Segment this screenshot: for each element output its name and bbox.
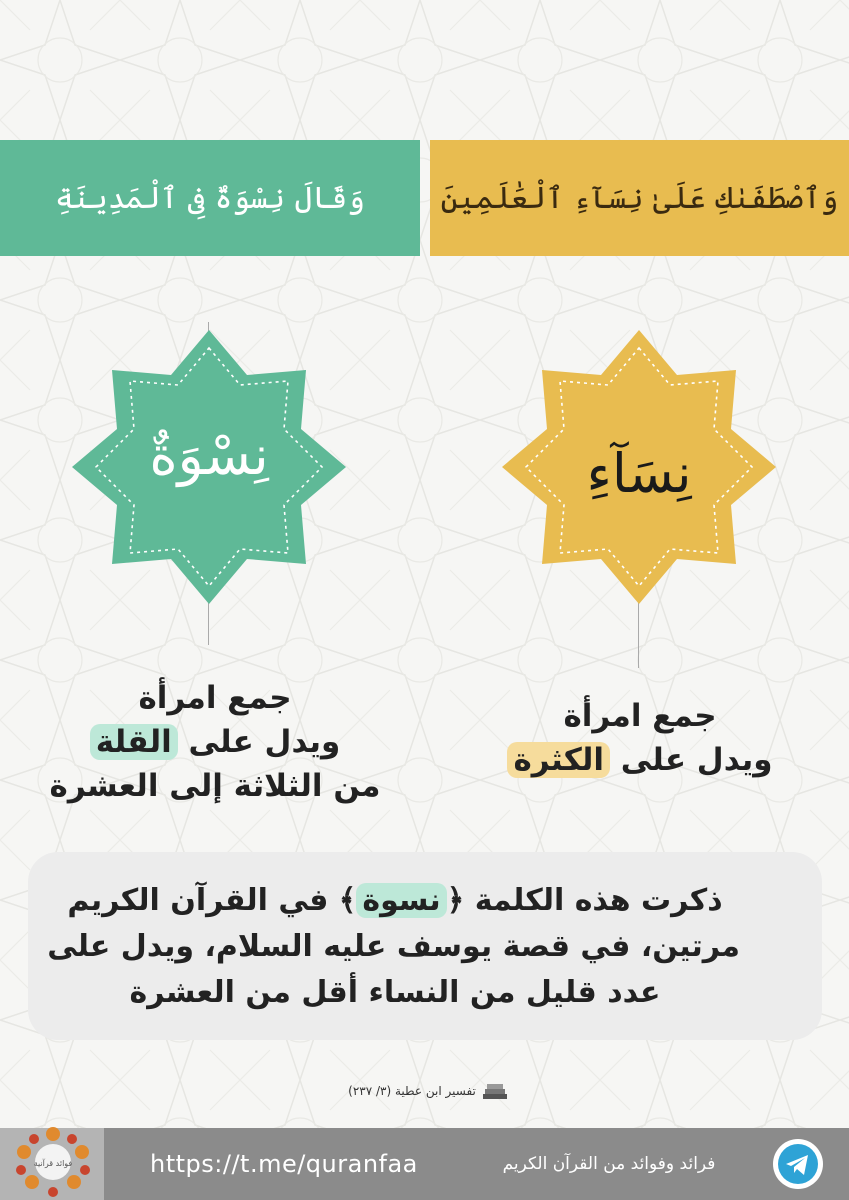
logo-icon	[10, 1124, 96, 1200]
footer-title: فرائد وفوائد من القرآن الكريم	[502, 1154, 716, 1174]
note-line1-prefix: ذكرت هذه الكلمة ﴿	[446, 883, 723, 918]
verse-right-text: وَٱصْطَفَىٰكِ عَلَىٰ نِسَآءِ ٱلْعَٰلَمِينَ	[440, 180, 839, 216]
note-line1-suffix: ﴾ في القرآن الكريم	[67, 883, 357, 918]
meaning-right-line1: جمع امرأة	[563, 698, 717, 734]
note-line1	[50, 878, 740, 924]
verse-left-text: وَقَالَ نِسْوَةٌ فِى ٱلْمَدِينَةِ	[55, 180, 365, 216]
meaning-right-highlight: الكثرة	[507, 742, 610, 778]
verse-left	[0, 140, 420, 256]
meaning-right	[490, 694, 790, 782]
meaning-left-line2	[40, 720, 390, 764]
meaning-right-line2	[490, 738, 790, 782]
meaning-left-line1: جمع امرأة	[138, 680, 292, 716]
note-highlight: نسوة	[356, 883, 446, 918]
meaning-left	[40, 676, 390, 808]
note-line3: عدد قليل من النساء أقل من العشرة	[129, 975, 661, 1010]
word-left: نِسْوَةٌ	[149, 423, 269, 487]
meaning-right-line2-prefix: ويدل على	[610, 742, 773, 778]
telegram-icon[interactable]	[772, 1138, 824, 1190]
note-text	[47, 878, 740, 1016]
meaning-left-highlight: القلة	[90, 724, 178, 760]
logo-text: فوائد قرآنية	[33, 1159, 73, 1168]
footer-url-link[interactable]: https://t.me/quranfaa	[150, 1150, 418, 1178]
meaning-left-line2-prefix: ويدل على	[177, 724, 341, 760]
word-right: نِسَآءِ	[586, 441, 692, 505]
meaning-left-line3: من الثلاثة إلى العشرة	[49, 768, 381, 804]
source-citation	[330, 1078, 526, 1104]
verse-right	[430, 140, 849, 256]
note-line2: مرتين، في قصة يوسف عليه السلام، ويدل على	[47, 929, 740, 964]
stem-right-bottom	[638, 598, 639, 668]
source-text: تفسير ابن عطية (٣/ ٢٣٧)	[348, 1084, 476, 1098]
books-icon	[482, 1081, 508, 1101]
